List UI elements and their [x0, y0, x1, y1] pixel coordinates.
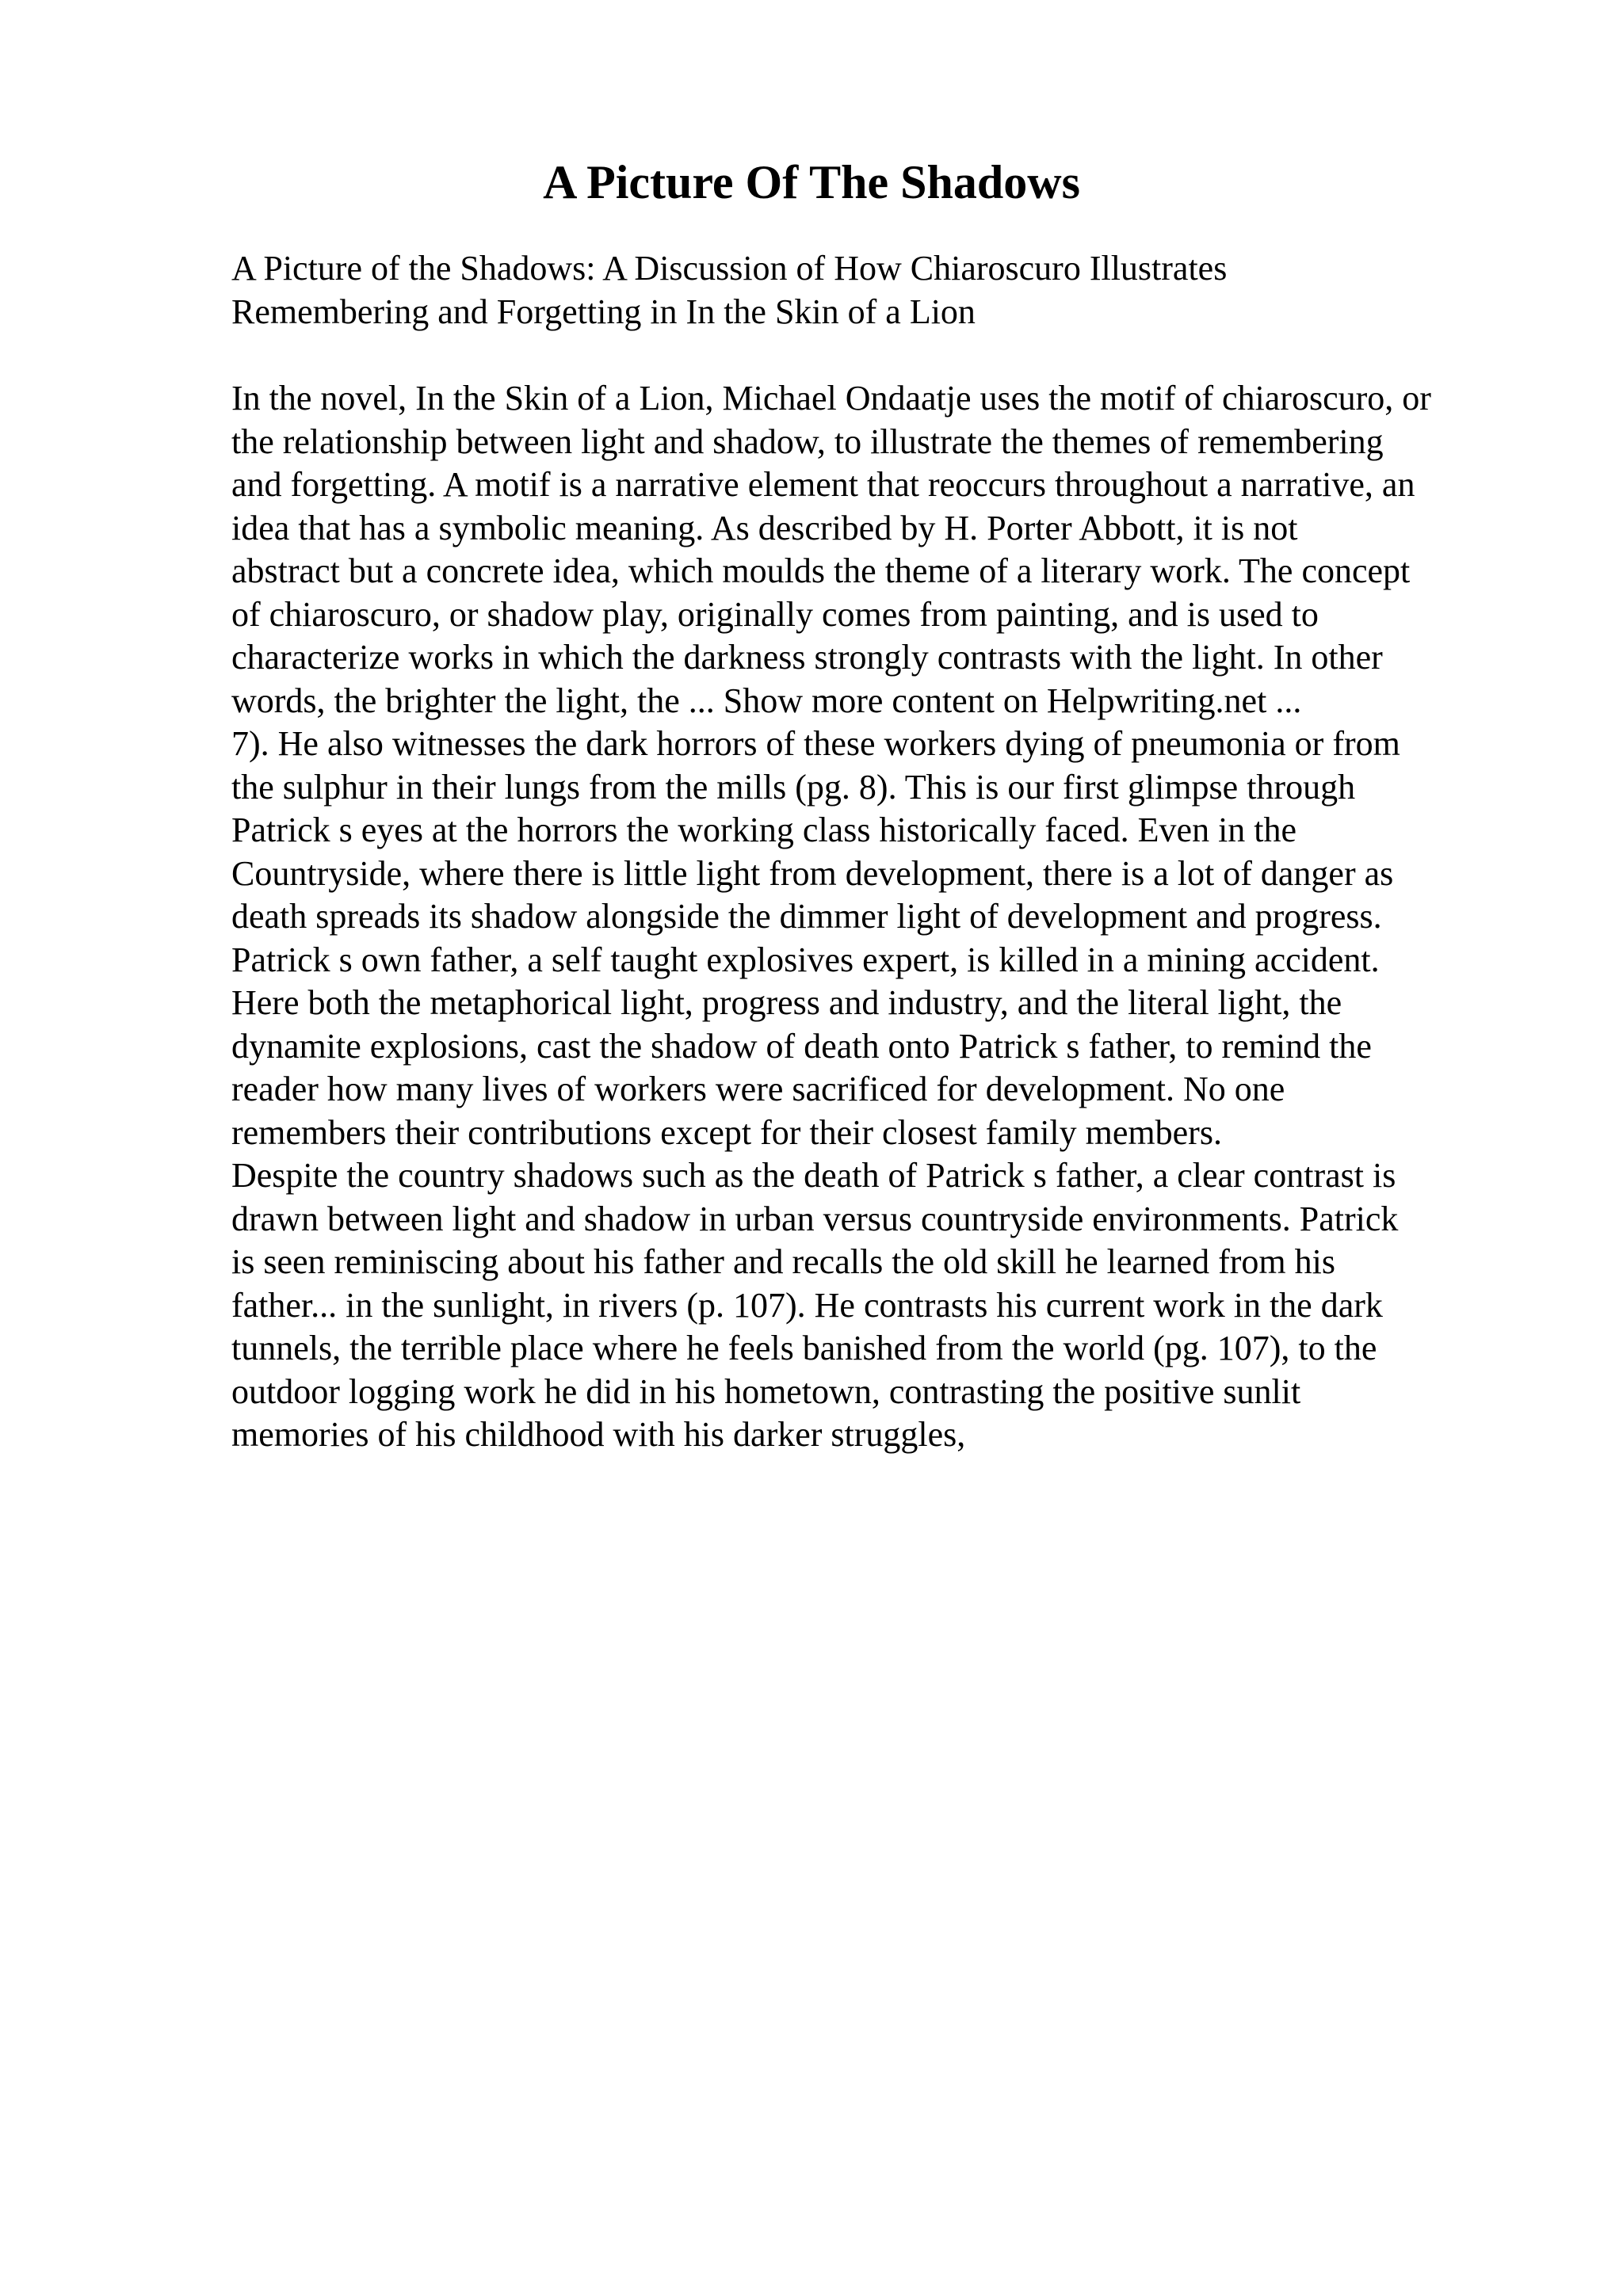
- document-subtitle: [231, 247, 1610, 334]
- body-line: the sulphur in their lungs from the mills (pg. 8). This is our first glimpse through: [231, 767, 1356, 807]
- body-line: remembers their contributions except for their closest family members.: [231, 1112, 1222, 1152]
- body-line: reader how many lives of workers were sacrificed for development. No one: [231, 1070, 1285, 1108]
- body-line: memories of his childhood with his darker struggles,: [231, 1415, 966, 1454]
- document-body: [231, 377, 1610, 1457]
- document-title: A Picture Of The Shadows: [543, 156, 1080, 208]
- body-line: father... in the sunlight, in rivers (p. 107). He contrasts his current work in the dark: [231, 1285, 1383, 1325]
- body-line: of chiaroscuro, or shadow play, originally comes from painting, and is used to: [231, 594, 1319, 634]
- body-line: outdoor logging work he did in his hometown, contrasting the positive sunlit: [231, 1371, 1301, 1411]
- body-line: death spreads its shadow alongside the dimmer light of development and progress.: [231, 897, 1382, 936]
- body-line: and forgetting. A motif is a narrative element that reoccurs throughout a narrative, an: [231, 465, 1415, 504]
- body-line: Patrick s eyes at the horrors the working class historically faced. Even in the: [231, 810, 1297, 849]
- body-line: tunnels, the terrible place where he feels banished from the world (pg. 107), to the: [231, 1329, 1377, 1367]
- body-line: characterize works in which the darkness strongly contrasts with the light. In other: [231, 638, 1383, 677]
- body-line: Here both the metaphorical light, progress and industry, and the literal light, the: [231, 983, 1342, 1022]
- body-line: the relationship between light and shadow, to illustrate the themes of remembering: [231, 421, 1384, 461]
- body-line: drawn between light and shadow in urban versus countryside environments. Patrick: [231, 1199, 1399, 1238]
- subtitle-line: A Picture of the Shadows: A Discussion of How Chiaroscuro Illustrates: [231, 249, 1228, 288]
- body-line: is seen reminiscing about his father and recalls the old skill he learned from his: [231, 1242, 1335, 1281]
- body-line: In the novel, In the Skin of a Lion, Michael Ondaatje uses the motif of chiaroscuro, or: [231, 379, 1431, 418]
- body-line: Despite the country shadows such as the death of Patrick s father, a clear contrast is: [231, 1156, 1396, 1195]
- body-line: words, the brighter the light, the ... Show more content on Helpwriting.net ...: [231, 681, 1302, 720]
- body-line: dynamite explosions, cast the shadow of death onto Patrick s father, to remind the: [231, 1026, 1372, 1066]
- body-line: 7). He also witnesses the dark horrors of these workers dying of pneumonia or from: [231, 724, 1400, 763]
- body-line: Patrick s own father, a self taught explosives expert, is killed in a mining accident.: [231, 940, 1380, 979]
- body-line: idea that has a symbolic meaning. As described by H. Porter Abbott, it is not: [231, 508, 1298, 547]
- body-line: Countryside, where there is little light from development, there is a lot of danger as: [231, 853, 1394, 893]
- subtitle-line: Remembering and Forgetting in In the Skin of a Lion: [231, 292, 976, 331]
- body-line: abstract but a concrete idea, which moulds the theme of a literary work. The concept: [231, 551, 1411, 590]
